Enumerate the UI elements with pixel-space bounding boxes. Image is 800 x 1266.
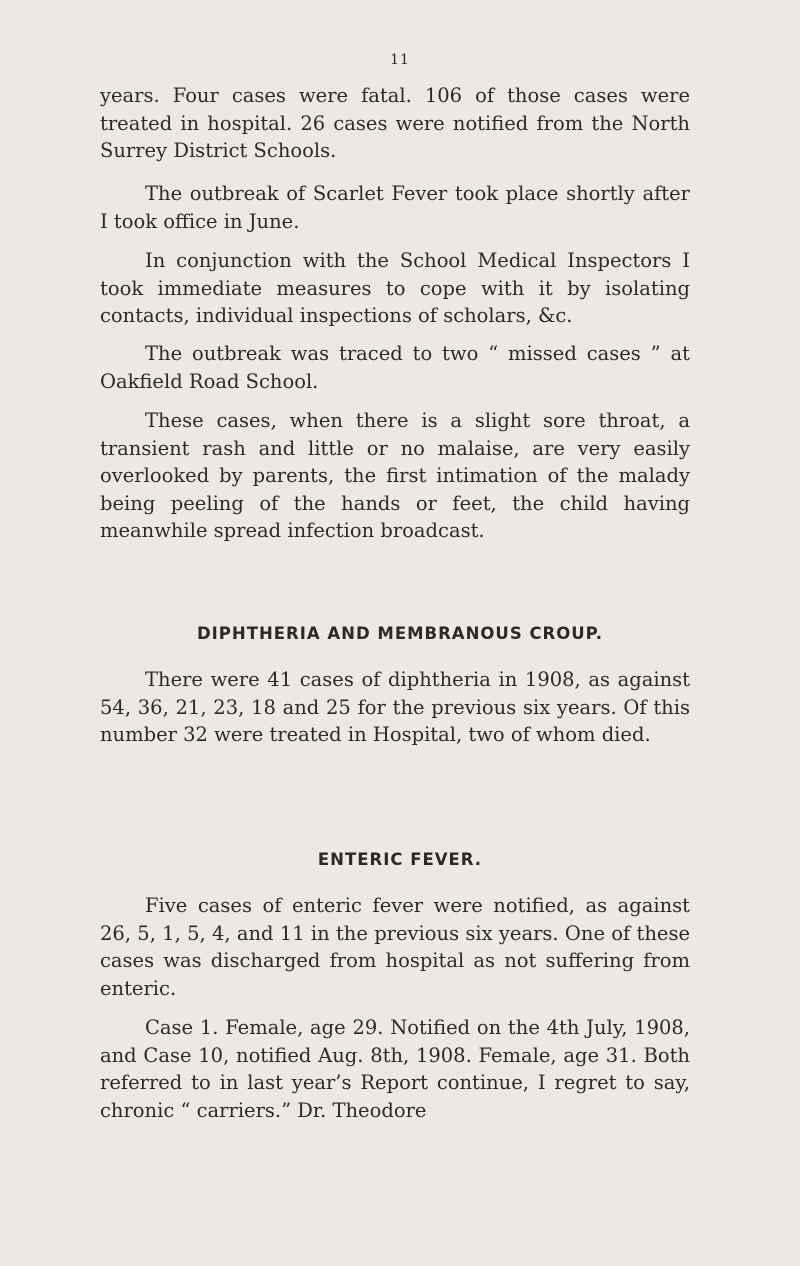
paragraph-diphtheria-cases: There were 41 cases of diphtheria in 1908, as against 54, 36, 21, 23, 18 and 25 for the previous six years. Of this number 32 were treated in Hospital, two of whom died. <box>100 668 690 746</box>
paragraph-outbreak-traced: The outbreak was traced to two “ missed cases ” at Oakfield Road School. <box>100 342 690 393</box>
heading-diphtheria: DIPHTHERIA AND MEMBRANOUS CROUP. <box>196 624 604 643</box>
paragraph-scarlet-fever-cases: years. Four cases were fatal. 106 of those cases were treated in hospital. 26 cases were notified from the North Surrey District Schools. <box>100 84 690 162</box>
paragraph-enteric-cases: Five cases of enteric fever were notified, as against 26, 5, 1, 5, 4, and 11 in the previous six years. One of these cases was discharged from hospital as not suffering from enteric. <box>100 894 690 1000</box>
paragraph-measures-taken: In conjunction with the School Medical Inspectors I took immediate measures to cope with it by isolating contacts, individual inspections of scholars, &c. <box>100 249 690 327</box>
paragraph-enteric-case-details: Case 1. Female, age 29. Notified on the 4th July, 1908, and Case 10, notified Aug. 8th, 1908. Female, age 31. Both referred to in last year’s Report continue, I regret to say, chronic “ carriers.” Dr. Theodore <box>100 1016 690 1122</box>
heading-enteric-fever: ENTERIC FEVER. <box>317 850 483 869</box>
paragraph-missed-cases-description: These cases, when there is a slight sore throat, a transient rash and little or no malaise, are very easily overlooked by parents, the first intimation of the malady being peeling of the hands or feet, the child having meanwhile spread infection broadcast. <box>100 409 690 542</box>
page-number: 11 <box>390 52 410 68</box>
paragraph-outbreak-timing: The outbreak of Scarlet Fever took place shortly after I took office in June. <box>100 182 690 233</box>
